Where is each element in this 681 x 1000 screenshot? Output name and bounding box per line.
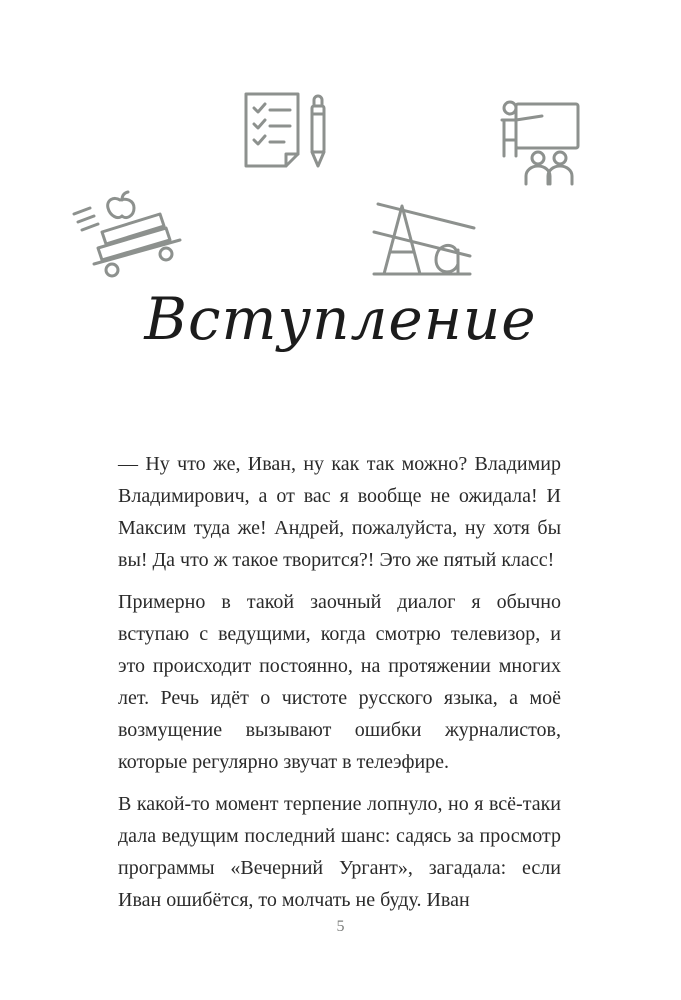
apple-books-icon	[68, 186, 188, 286]
teacher-whiteboard-icon	[486, 96, 588, 192]
checklist-pencil-icon	[240, 90, 340, 172]
paragraph: Примерно в такой заочный диалог я обычно вступаю с ведущими, когда смотрю телевизор, и это происходит постоянно, на протяжении многих лет. Речь идёт о чистоте русского языка, а моё возмущение вызывают ошибки журналистов, которые регулярно звучат в телеэфире.	[118, 591, 561, 773]
page-number: 5	[336, 918, 345, 935]
paragraph: В какой-то момент терпение лопнуло, но я всё-таки дала ведущим последний шанс: садясь за просмотр программы «Вечерний Ургант», загадала: если Иван ошибётся, то молчать не буду. Иван	[118, 793, 561, 911]
body-text	[118, 448, 561, 926]
chapter-title: Вступление	[144, 285, 537, 353]
alphabet-letters-icon	[370, 192, 480, 288]
paragraph: — Ну что же, Иван, ну как так можно? Владимир Владимирович, а от вас я вообще не ожидала! И Максим туда же! Андрей, пожалуйста, ну хотя бы вы! Да что ж такое творится?! Это же пятый класс!	[118, 453, 561, 571]
